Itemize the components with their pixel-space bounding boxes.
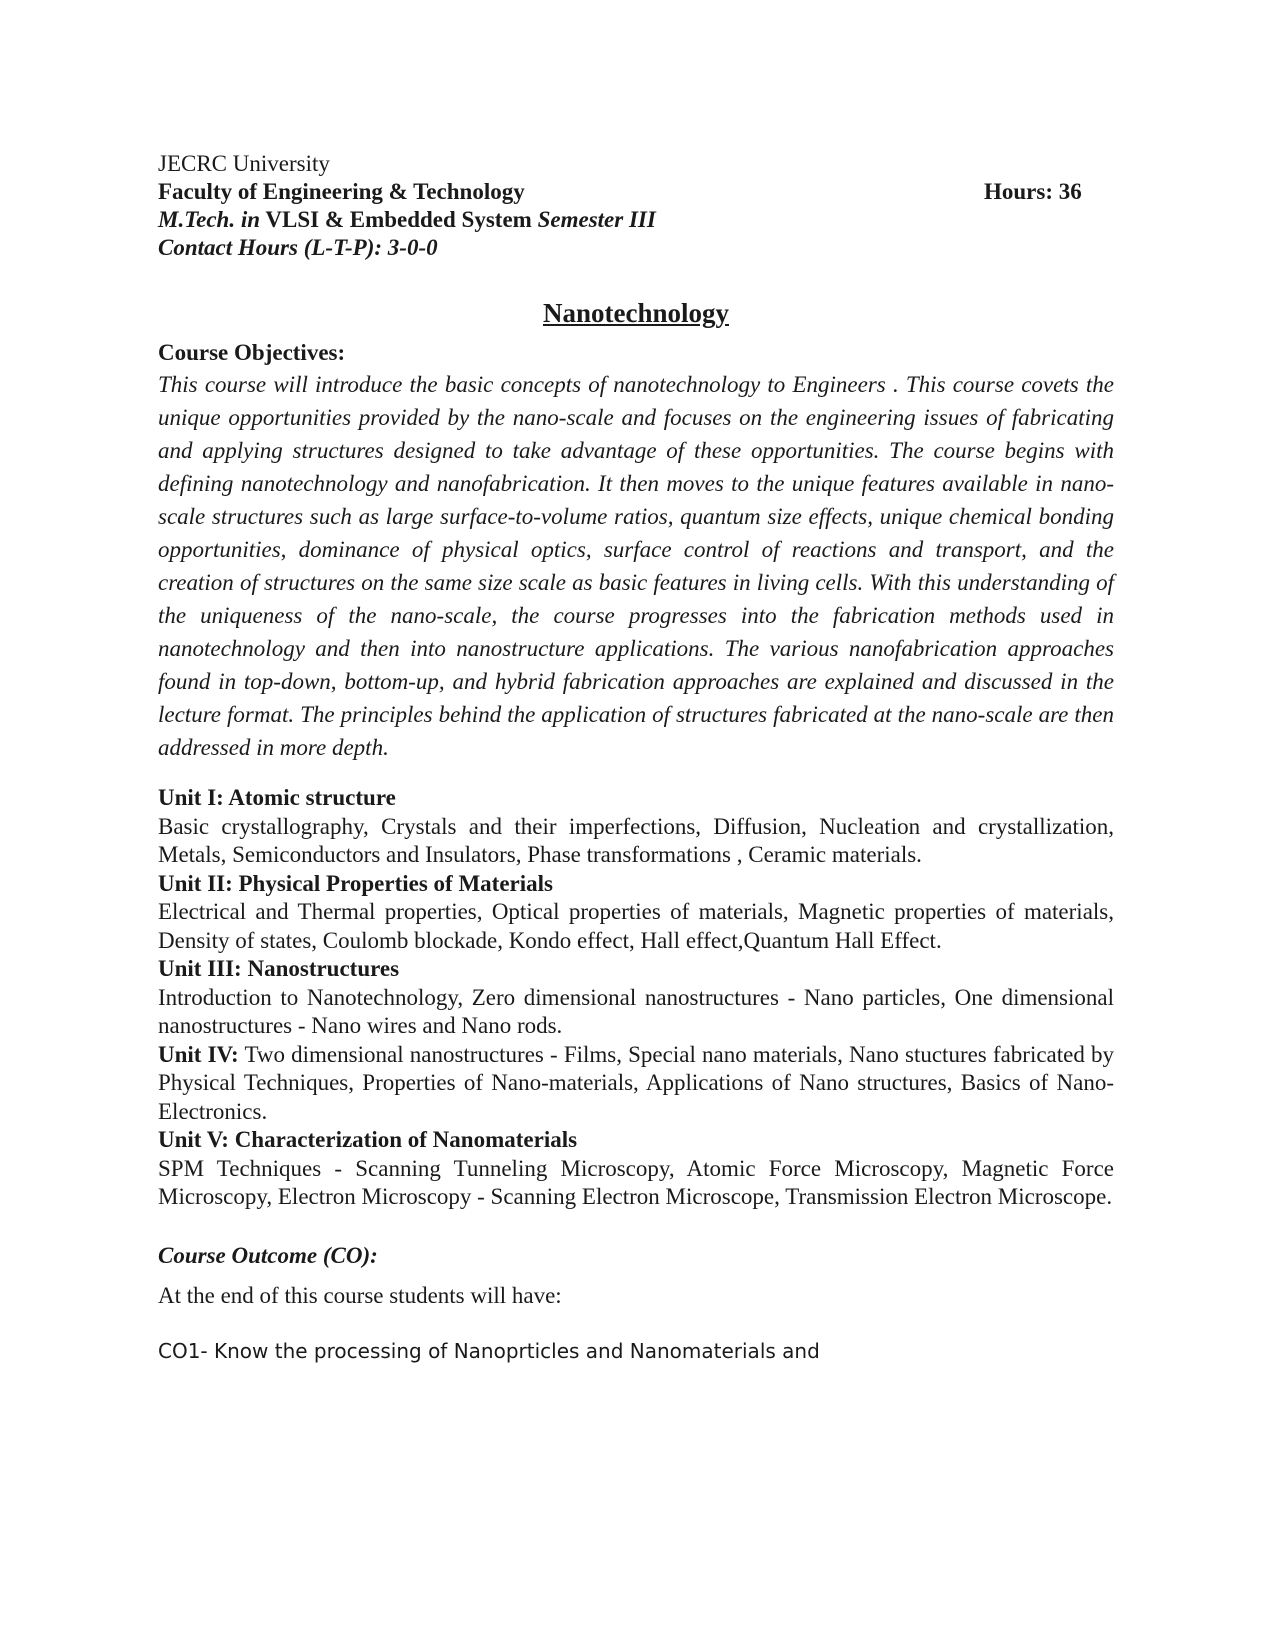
unit-3-heading: Unit III: Nanostructures xyxy=(158,956,400,981)
course-outcome-co1: CO1- Know the processing of Nanoprticles and Nanomaterials and xyxy=(158,1338,820,1363)
unit-5-body: SPM Techniques - Scanning Tunneling Microscopy, Atomic Force Microscopy, Magnetic Force Microscopy, Electron Microscopy - Scanning Electron Microscope, Transmission Electron Microscope. xyxy=(158,1155,1114,1209)
semester-label: Semester III xyxy=(537,207,656,232)
faculty-line xyxy=(158,178,1114,206)
university-name xyxy=(158,150,1114,178)
objectives-heading: Course Objectives: xyxy=(158,340,346,365)
faculty-name: Faculty of Engineering & Technology xyxy=(158,179,525,204)
objectives-text: This course will introduce the basic concepts of nanotechnology to Engineers . This course covets the unique opportunities provided by the nano-scale and focuses on the engineering issues of fabricating and applying structures designed to take advantage of these opportunities. The course begins with defining nanotechnology and nanofabrication. It then moves to the unique features available in nano-scale structures such as large surface-to-volume ratios, quantum size effects, unique chemical bonding opportunities, dominance of physical optics, surface control of reactions and transport, and the creation of structures on the same size scale as basic features in living cells. With this understanding of the uniqueness of the nano-scale, the course progresses into the fabrication methods used in nanotechnology and then into nanostructure applications. The various nanofabrication approaches found in top-down, bottom-up, and hybrid fabrication approaches are explained and discussed in the lecture format. The principles behind the application of structures fabricated at the nano-scale are then addressed in more depth. xyxy=(158,372,1114,760)
course-hours: Hours: 36 xyxy=(984,179,1082,204)
contact-hours-line xyxy=(158,234,1114,262)
program-prefix: M.Tech. in xyxy=(158,207,261,232)
unit-5-heading: Unit V: Characterization of Nanomaterials xyxy=(158,1127,578,1152)
unit-4-label: Unit IV: xyxy=(158,1041,239,1067)
unit-2-heading: Unit II: Physical Properties of Materials xyxy=(158,870,553,896)
university-text: JECRC University xyxy=(158,151,330,176)
course-outcome-heading: Course Outcome (CO): xyxy=(158,1242,378,1268)
course-outcome-intro: At the end of this course students will have: xyxy=(158,1282,562,1308)
program-line xyxy=(158,206,1114,234)
unit-3-body: Introduction to Nanotechnology, Zero dimensional nanostructures - Nano particles, One dimensional nanostructures - Nano wires and Nano rods. xyxy=(158,984,1114,1038)
unit-1-heading: Unit I: Atomic structure xyxy=(158,785,396,810)
unit-4-paragraph xyxy=(158,1041,1114,1127)
course-title: Nanotechnology xyxy=(542,298,729,328)
unit-1-body: Basic crystallography, Crystals and their imperfections, Diffusion, Nucleation and crystallization, Metals, Semiconductors and Insulators, Phase transformations , Ceramic materials. xyxy=(158,813,1114,867)
program-name: VLSI & Embedded System xyxy=(265,207,532,232)
contact-hours: Contact Hours (L-T-P): 3-0-0 xyxy=(158,235,438,260)
unit-2-body: Electrical and Thermal properties, Optical properties of materials, Magnetic properties of materials, Density of states, Coulomb blockade, Kondo effect, Hall effect,Quantum Hall Effect. xyxy=(158,899,1114,953)
syllabus-page xyxy=(158,150,1114,1366)
units-section xyxy=(158,784,1114,1212)
unit-4-body: Two dimensional nanostructures - Films, Special nano materials, Nano stuctures fabricated by Physical Techniques, Properties of Nano-materials, Applications of Nano structures, Basics of Nano-Electronics. xyxy=(158,1041,1114,1124)
